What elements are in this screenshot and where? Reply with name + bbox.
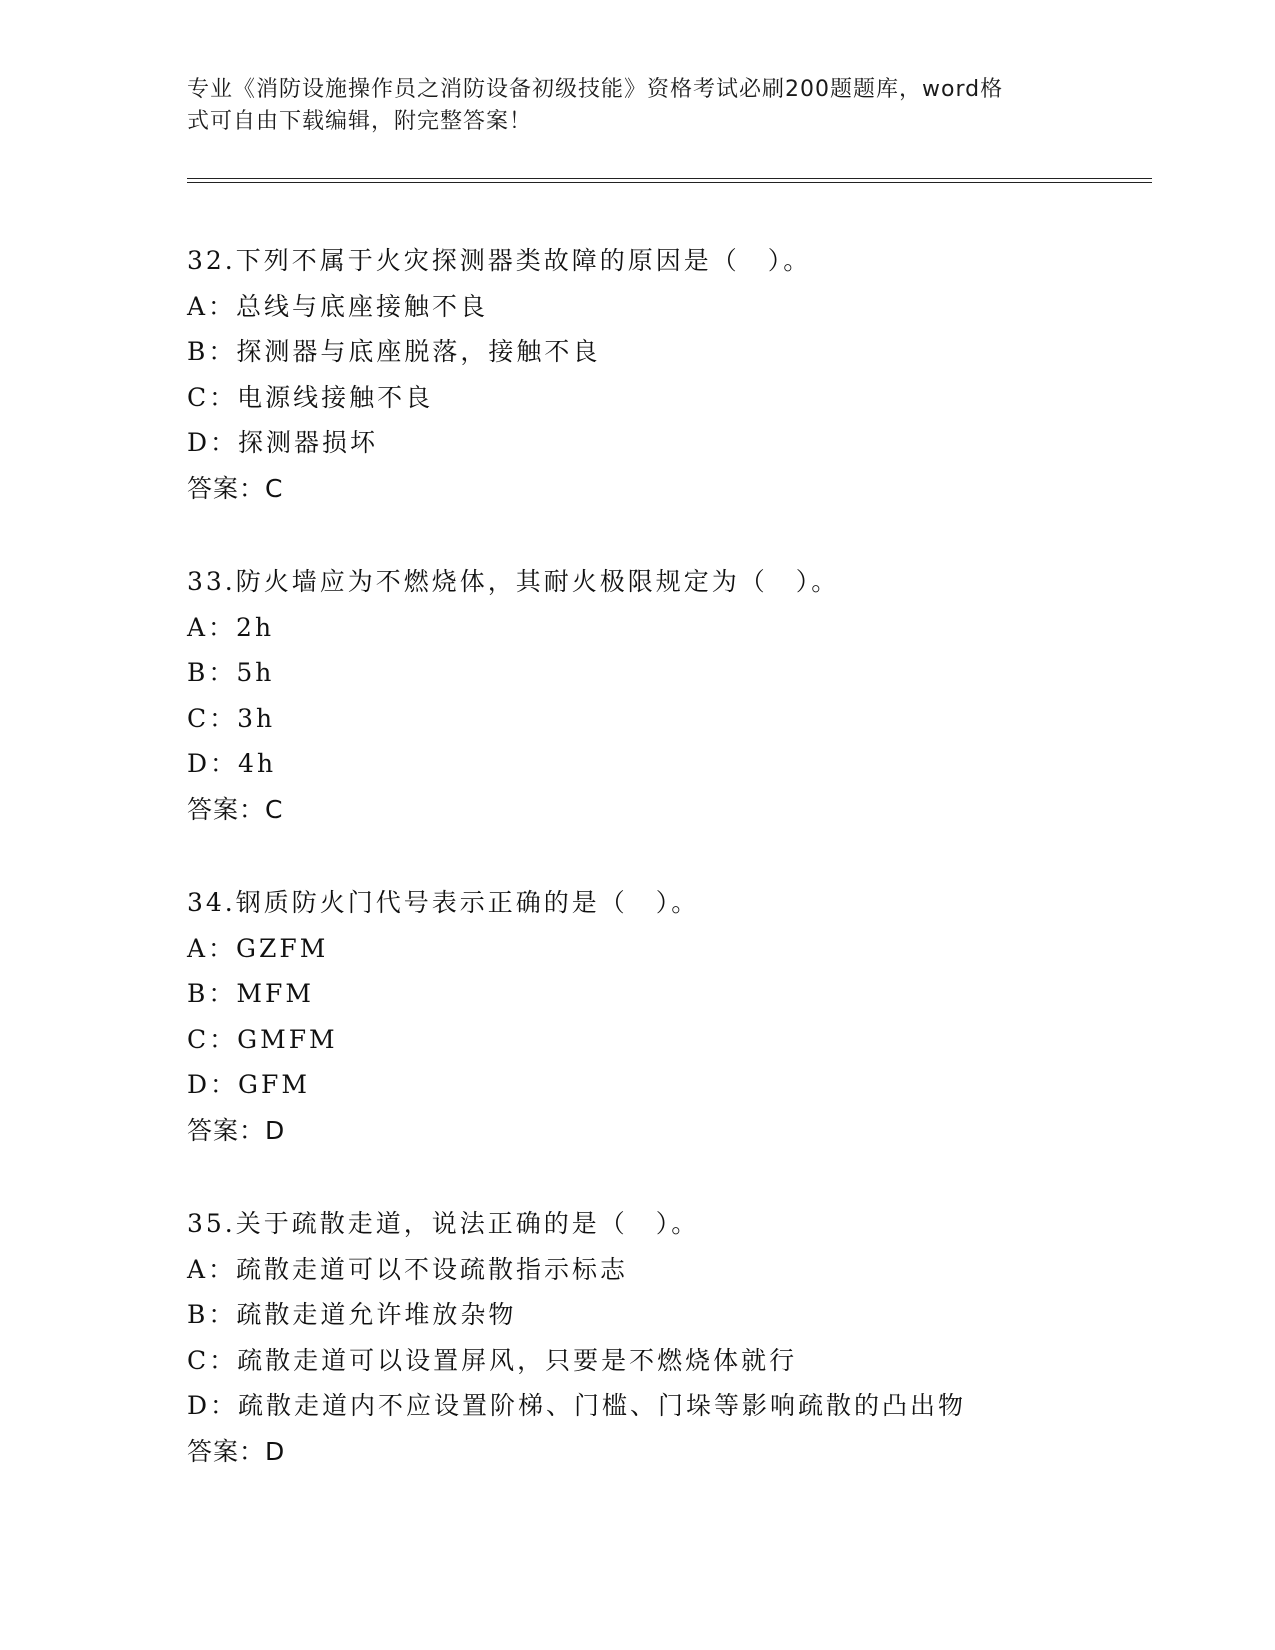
- option-c: C：电源线接触不良: [187, 382, 434, 412]
- option-a: A：总线与底座接触不良: [187, 291, 489, 321]
- header-divider: [187, 178, 1152, 183]
- question-list: [187, 238, 1152, 1522]
- option-a: A：疏散走道可以不设疏散指示标志: [187, 1254, 629, 1284]
- answer: 答案：D: [187, 1115, 286, 1145]
- question-text: 35.关于疏散走道，说法正确的是（ ）。: [187, 1209, 700, 1238]
- answer: 答案：C: [187, 794, 284, 824]
- question-text: 33.防火墙应为不燃烧体，其耐火极限规定为（ ）。: [187, 567, 840, 596]
- option-a: A：2h: [187, 612, 275, 642]
- option-d: D：探测器损坏: [187, 428, 379, 457]
- answer: 答案：D: [187, 1436, 286, 1466]
- option-b: B：探测器与底座脱落，接触不良: [187, 337, 601, 366]
- question-32: [187, 238, 1152, 511]
- option-b: B：疏散走道允许堆放杂物: [187, 1300, 517, 1329]
- option-c: C：GMFM: [187, 1024, 338, 1054]
- answer: 答案：C: [187, 473, 284, 503]
- option-c: C：疏散走道可以设置屏风，只要是不燃烧体就行: [187, 1345, 798, 1375]
- option-b: B：5h: [187, 658, 275, 687]
- question-34: [187, 880, 1152, 1153]
- header-line-1: 专业《消防设施操作员之消防设备初级技能》资格考试必刷200题题库，word格: [187, 77, 1004, 102]
- question-35: [187, 1201, 1152, 1474]
- document-header: [187, 74, 1067, 138]
- option-d: D：4h: [187, 749, 277, 778]
- question-33: [187, 559, 1152, 832]
- option-a: A：GZFM: [187, 933, 329, 963]
- option-d: D：GFM: [187, 1070, 310, 1099]
- option-b: B：MFM: [187, 979, 314, 1008]
- question-text: 32.下列不属于火灾探测器类故障的原因是（ ）。: [187, 246, 812, 275]
- option-c: C：3h: [187, 703, 276, 733]
- option-d: D：疏散走道内不应设置阶梯、门槛、门垛等影响疏散的凸出物: [187, 1391, 967, 1420]
- question-text: 34.钢质防火门代号表示正确的是（ ）。: [187, 888, 700, 917]
- header-line-2: 式可自由下载编辑，附完整答案！: [187, 109, 533, 134]
